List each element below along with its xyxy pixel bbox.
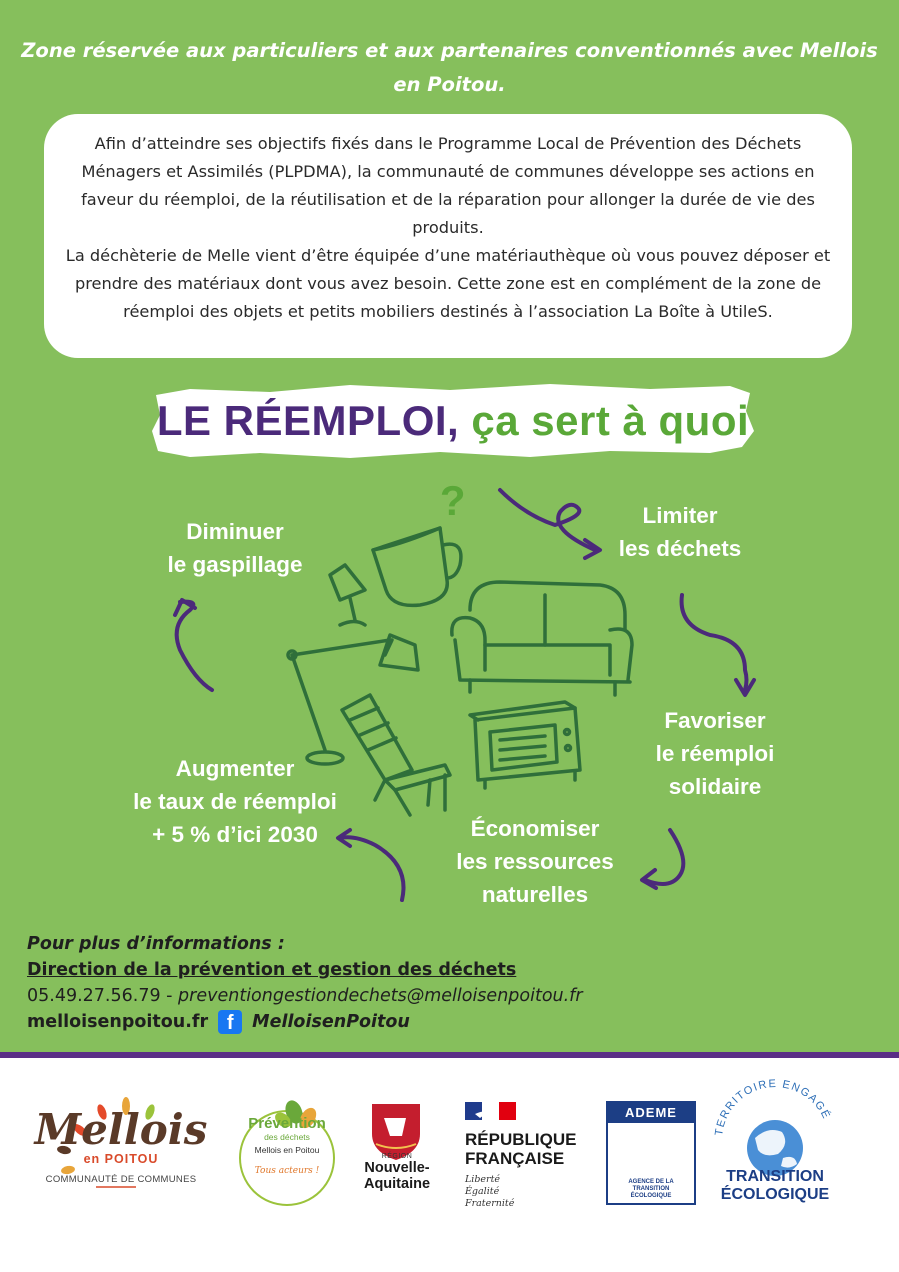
prevention-place: Mellois en Poitou	[254, 1145, 320, 1155]
intro-paragraph-1: Afin d’atteindre ses objectifs fixés dans le Programme Local de Prévention des Déchets Ménagers et Assimilés (PLPDMA), la communauté de communes développe ses actions en faveur du réemploi, de la réutilisation et de la réparation pour allonger la durée de vie des produits.	[81, 134, 815, 237]
prevention-sub: des déchets	[264, 1132, 310, 1142]
cup-icon	[373, 528, 461, 605]
banner-part-1: LE RÉEMPLOI,	[156, 397, 460, 444]
contact-intro: Pour plus d’informations :	[27, 934, 285, 954]
mellois-en-poitou: en POITOU	[83, 1152, 159, 1166]
ademe-title: ADEME	[608, 1103, 694, 1123]
header-line-2: en Poitou.	[393, 73, 506, 96]
header-line-1: Zone réservée aux particuliers et aux partenaires conventionnés avec Mellois	[21, 39, 878, 62]
contact-phone[interactable]: 05.49.27.56.79 -	[27, 986, 179, 1006]
facebook-icon: f	[218, 1010, 242, 1034]
region-name: Nouvelle- Aquitaine	[363, 1160, 431, 1192]
ademe-sub: AGENCE DE LA TRANSITION ÉCOLOGIQUE	[628, 1179, 674, 1199]
logo-nouvelle-aquitaine	[352, 1153, 442, 1192]
reemploi-banner	[150, 381, 756, 524]
mellois-cc: COMMUNAUTÉ DE COMMUNES	[45, 1174, 197, 1185]
nouvelle-aquitaine-shield-icon	[372, 1104, 420, 1160]
arrow-ressources	[645, 830, 683, 884]
label-limiter-dechets: Limiter les déchets	[618, 503, 742, 561]
header-notice	[20, 34, 879, 102]
intro-box	[44, 114, 852, 358]
logo-transition-ecologique: TRANSITION ÉCOLOGIQUE	[720, 1168, 830, 1203]
partner-logos	[0, 1070, 899, 1260]
arrow-solidaire	[682, 595, 747, 690]
contact-facebook[interactable]: MelloisenPoitou	[252, 1012, 410, 1032]
intro-paragraph-2: La déchèterie de Melle vient d’être équipée d’une matériauthèque où vous pouvez déposer et prendre des matériaux dont vous avez besoin. Cette zone est en complément de la zone de réemploi des objets et petits mobiliers destinés à l’association La Boîte à UtileS.	[65, 246, 831, 321]
mellois-name: Mellois	[34, 1105, 208, 1154]
label-economiser-ressources: Économiser les ressources naturelles	[456, 816, 614, 907]
region-small: RÉGION	[381, 1153, 413, 1160]
label-augmenter-taux: Augmenter le taux de réemploi + 5 % d’ici 2030	[133, 756, 337, 847]
republique-name: RÉPUBLIQUE FRANÇAISE	[465, 1130, 577, 1168]
arrow-head-ressources	[642, 870, 656, 888]
contact-direction: Direction de la prévention et gestion des déchets	[27, 960, 517, 980]
contact-web-row	[27, 1009, 877, 1035]
sofa-icon	[452, 582, 632, 695]
arrow-dechets	[500, 490, 595, 550]
republique-motto: Liberté Égalité Fraternité	[465, 1174, 515, 1209]
arrow-gaspillage	[177, 602, 212, 690]
logo-mellois	[26, 1105, 216, 1185]
banner-title	[150, 381, 756, 524]
small-lamp-icon	[330, 565, 365, 625]
banner-part-2: ça sert à quoi ?	[439, 397, 750, 524]
contact-details	[27, 983, 877, 1009]
purple-divider	[0, 1052, 899, 1058]
contact-block	[27, 931, 877, 1035]
territoire-arc-text: TERRITOIRE ENGAGÉ	[713, 1077, 833, 1137]
territoire-engage-globe-icon	[713, 1078, 833, 1176]
logo-republique	[465, 1100, 605, 1210]
contact-email[interactable]: preventiongestiondechets@melloisenpoitou.fr	[178, 986, 583, 1006]
logo-ademe	[606, 1101, 696, 1205]
contact-website[interactable]: melloisenpoitou.fr	[27, 1012, 209, 1032]
label-favoriser-solidaire: Favoriser le réemploi solidaire	[655, 708, 775, 799]
prevention-tagline: Tous acteurs !	[254, 1166, 320, 1176]
microwave-icon	[470, 702, 580, 788]
label-diminuer-gaspillage: Diminuer le gaspillage	[167, 519, 303, 577]
logo-prevention	[240, 1116, 334, 1176]
prevention-main: Prévention	[248, 1115, 326, 1132]
